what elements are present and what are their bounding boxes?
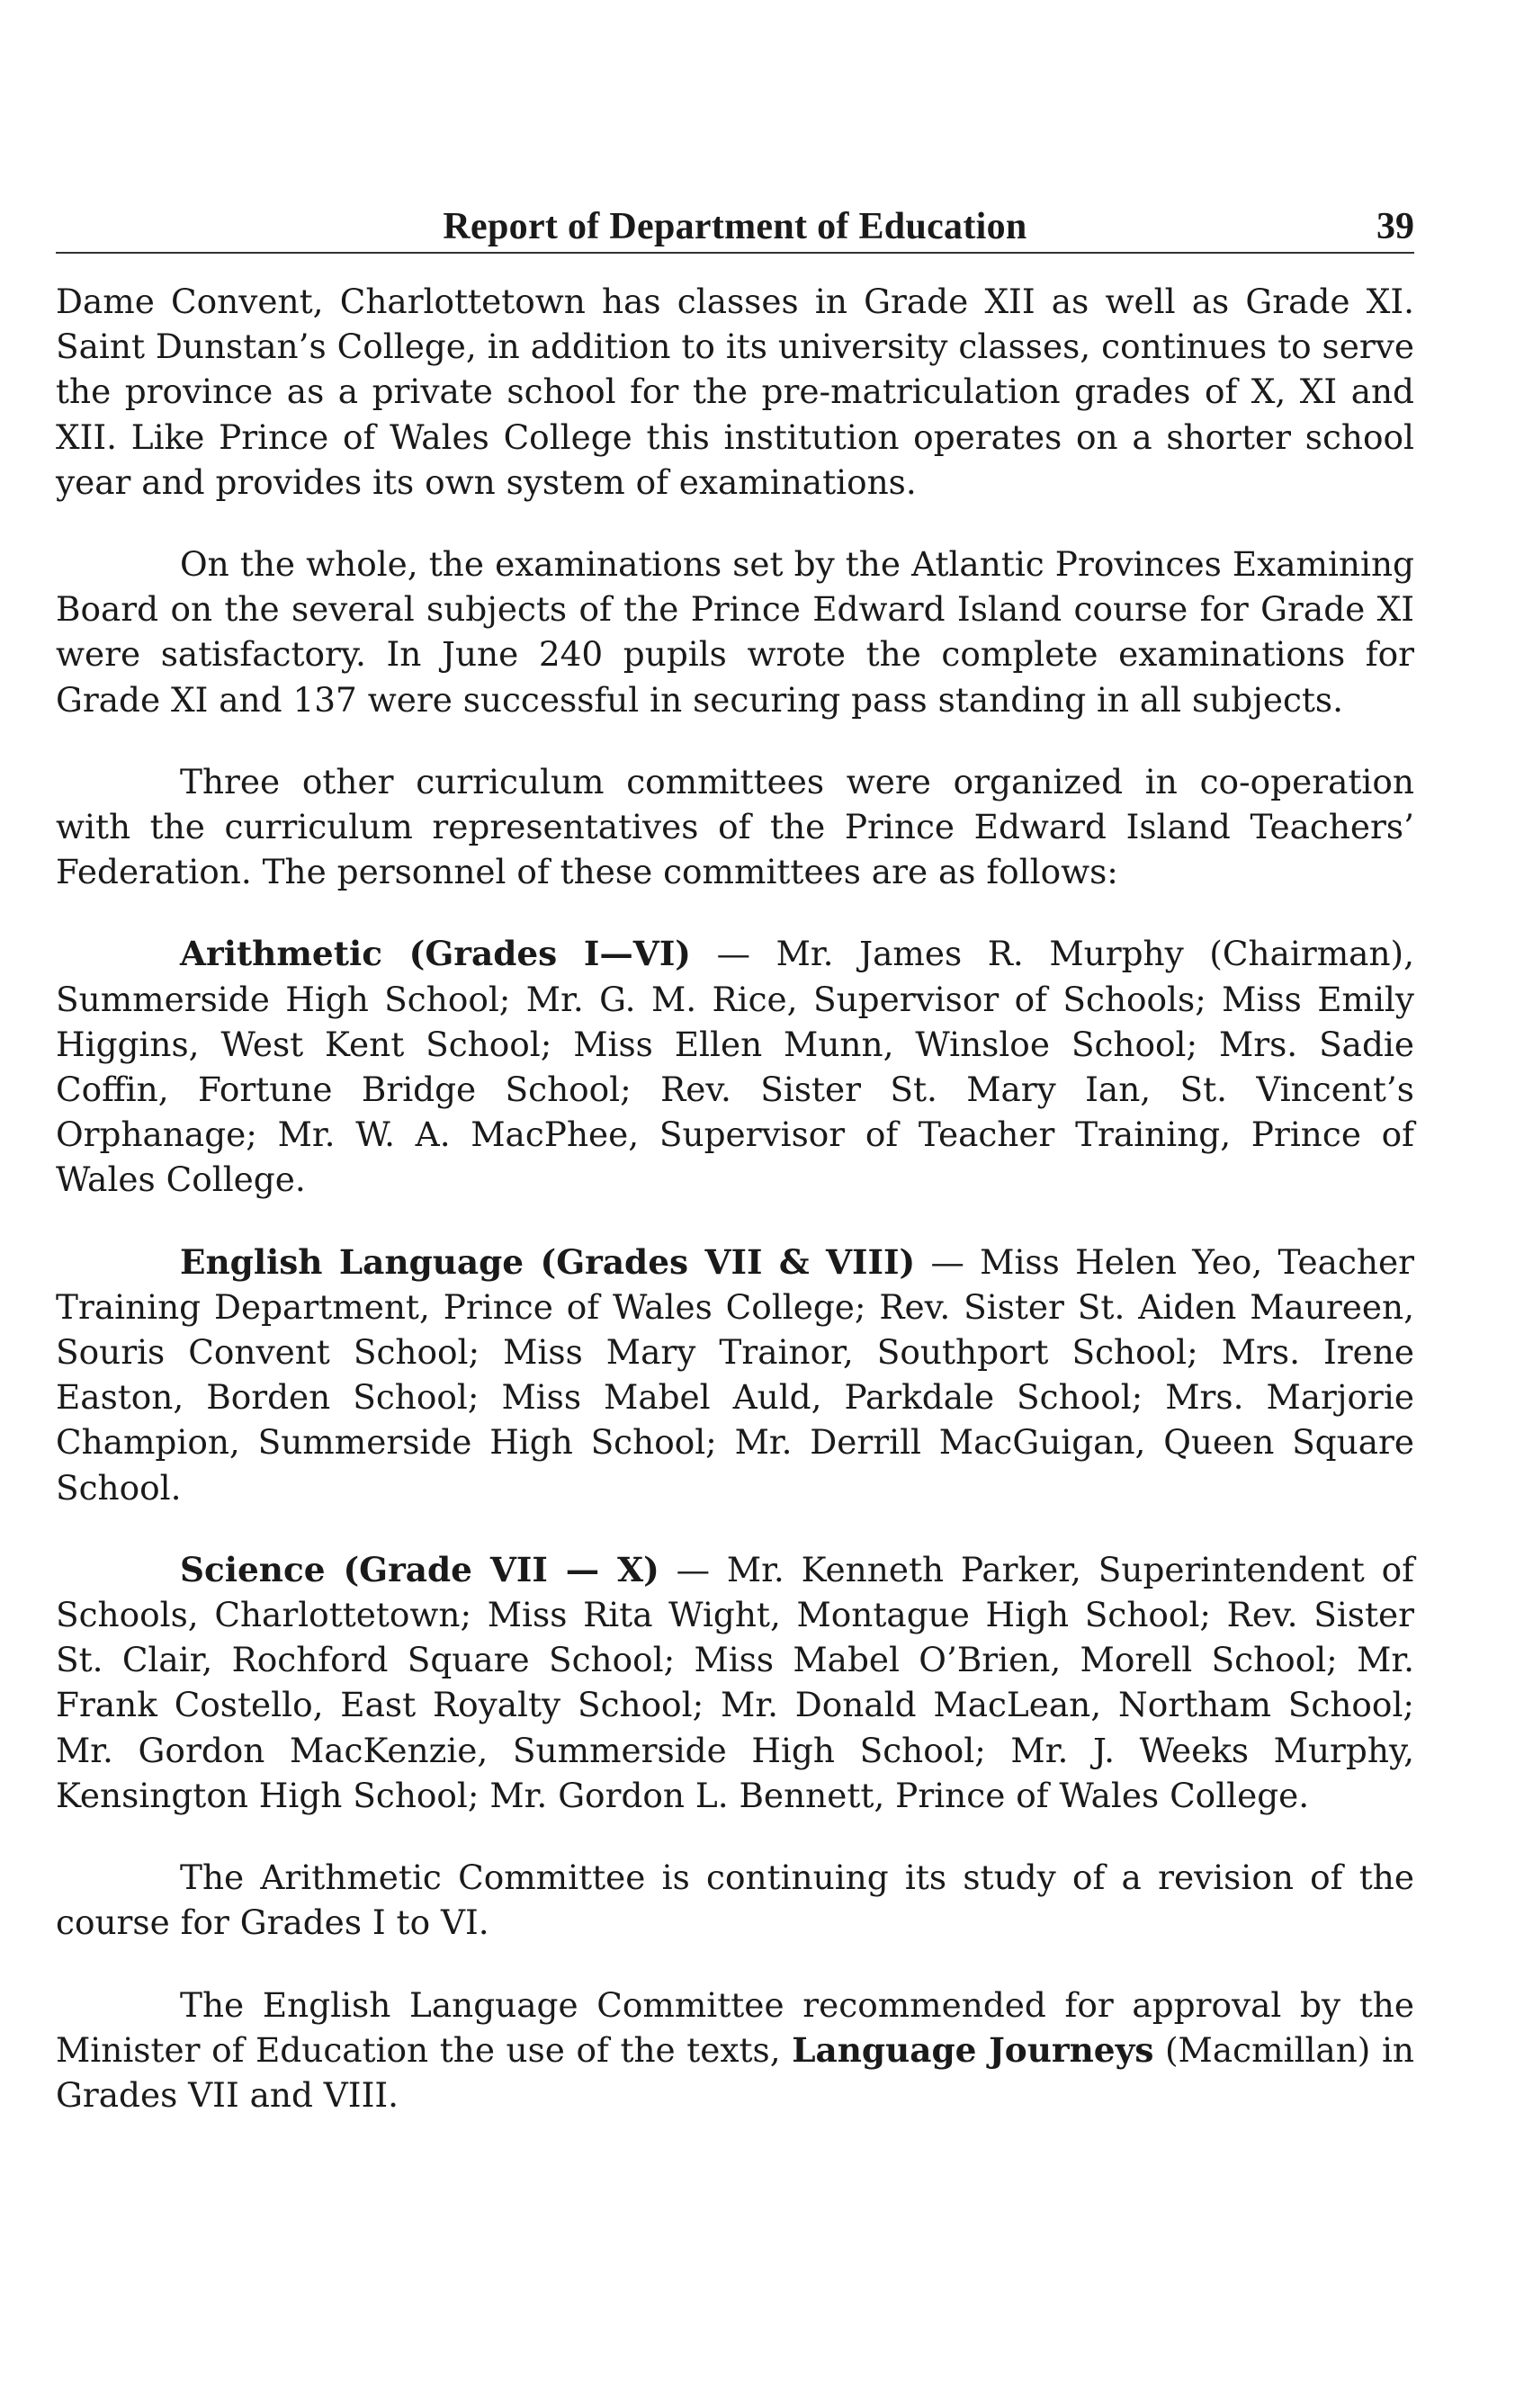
book-title: Language Journeys bbox=[792, 2029, 1154, 2070]
recommendation-text-before: The English Language Committee recommended for approval by the Minister of Education the use of the texts, bbox=[56, 1984, 1414, 2070]
paragraph-arithmetic-revision: The Arithmetic Committee is continuing its study of a revision of the course for Grades I to VI. bbox=[56, 1857, 1414, 1943]
english-heading: English Language (Grades VII & VIII) bbox=[180, 1241, 916, 1282]
science-members: — Mr. Kenneth Parker, Superintendent of Schools, Charlottetown; Miss Rita Wight, Montague High School; Rev. Sister St. Clair, Rochford Square School; Miss Mabel O’Brien, Morell School; Mr. Frank Costello, East Royalty School; Mr. Donald MacLean, Northam School; Mr. Gordon MacKenzie, Summerside High School; Mr. J. Weeks Murphy, Kensington High School; Mr. Gordon L. Bennett, Prince of Wales College. bbox=[56, 1549, 1414, 1815]
english-members: — Miss Helen Yeo, Teacher Training Department, Prince of Wales College; Rev. Sister St. Aiden Maureen, Souris Convent School; Miss Mary Trainor, Southport School; Mrs. Irene Easton, Borden School; Miss Mabel Auld, Parkdale School; Mrs. Marjorie Champion, Summerside High School; Mr. Derrill MacGuigan, Queen Square School. bbox=[56, 1241, 1414, 1508]
recommendation-text-after: (Macmillan) in Grades VII and VIII. bbox=[56, 2029, 1414, 2115]
document-page bbox=[56, 200, 1414, 2154]
science-heading: Science (Grade VII — X) bbox=[180, 1549, 659, 1589]
running-header bbox=[56, 200, 1414, 254]
paragraph-english-recommendation bbox=[56, 1983, 1414, 2118]
running-title: Report of Department of Education bbox=[443, 206, 1027, 247]
paragraph-examinations: On the whole, the examinations set by the Atlantic Provinces Examining Board on the several subjects of the Prince Edward Island course for Grade XI were satisfactory. In June 240 pupils wrote the complete examinations for Grade XI and 137 were successful in securing pass standing in all subjects. bbox=[56, 544, 1414, 720]
page-number: 39 bbox=[1376, 206, 1414, 247]
paragraph-science-committee bbox=[56, 1547, 1414, 1818]
arithmetic-members: — Mr. James R. Murphy (Chairman), Summerside High School; Mr. G. M. Rice, Supervisor of Schools; Miss Emily Higgins, West Kent School; Miss Ellen Munn, Winsloe School; Mrs. Sadie Coffin, Fortune Bridge School; Rev. Sister St. Mary Ian, St. Vincent’s Orphanage; Mr. W. A. MacPhee, Supervisor of Teacher Training, Prince of Wales College. bbox=[56, 934, 1415, 1200]
paragraph-arithmetic-committee bbox=[56, 931, 1414, 1202]
paragraph-committees-intro: Three other curriculum committees were organized in co-operation with the curriculum representatives of the Prince Edward Island Teachers’ Federation. The personnel of these committees are as follows: bbox=[56, 761, 1414, 892]
arithmetic-heading: Arithmetic (Grades I—VI) bbox=[180, 934, 692, 974]
body-text bbox=[56, 279, 1414, 2117]
paragraph-continuation: Dame Convent, Charlottetown has classes in Grade XII as well as Grade XI. Saint Dunstan’s College, in addition to its university classes, continues to serve the province as a private school for the pre-matriculation grades of X, XI and XII. Like Prince of Wales College this institution operates on a shorter school year and provides its own system of examinations. bbox=[56, 282, 1414, 502]
paragraph-english-committee bbox=[56, 1240, 1414, 1510]
